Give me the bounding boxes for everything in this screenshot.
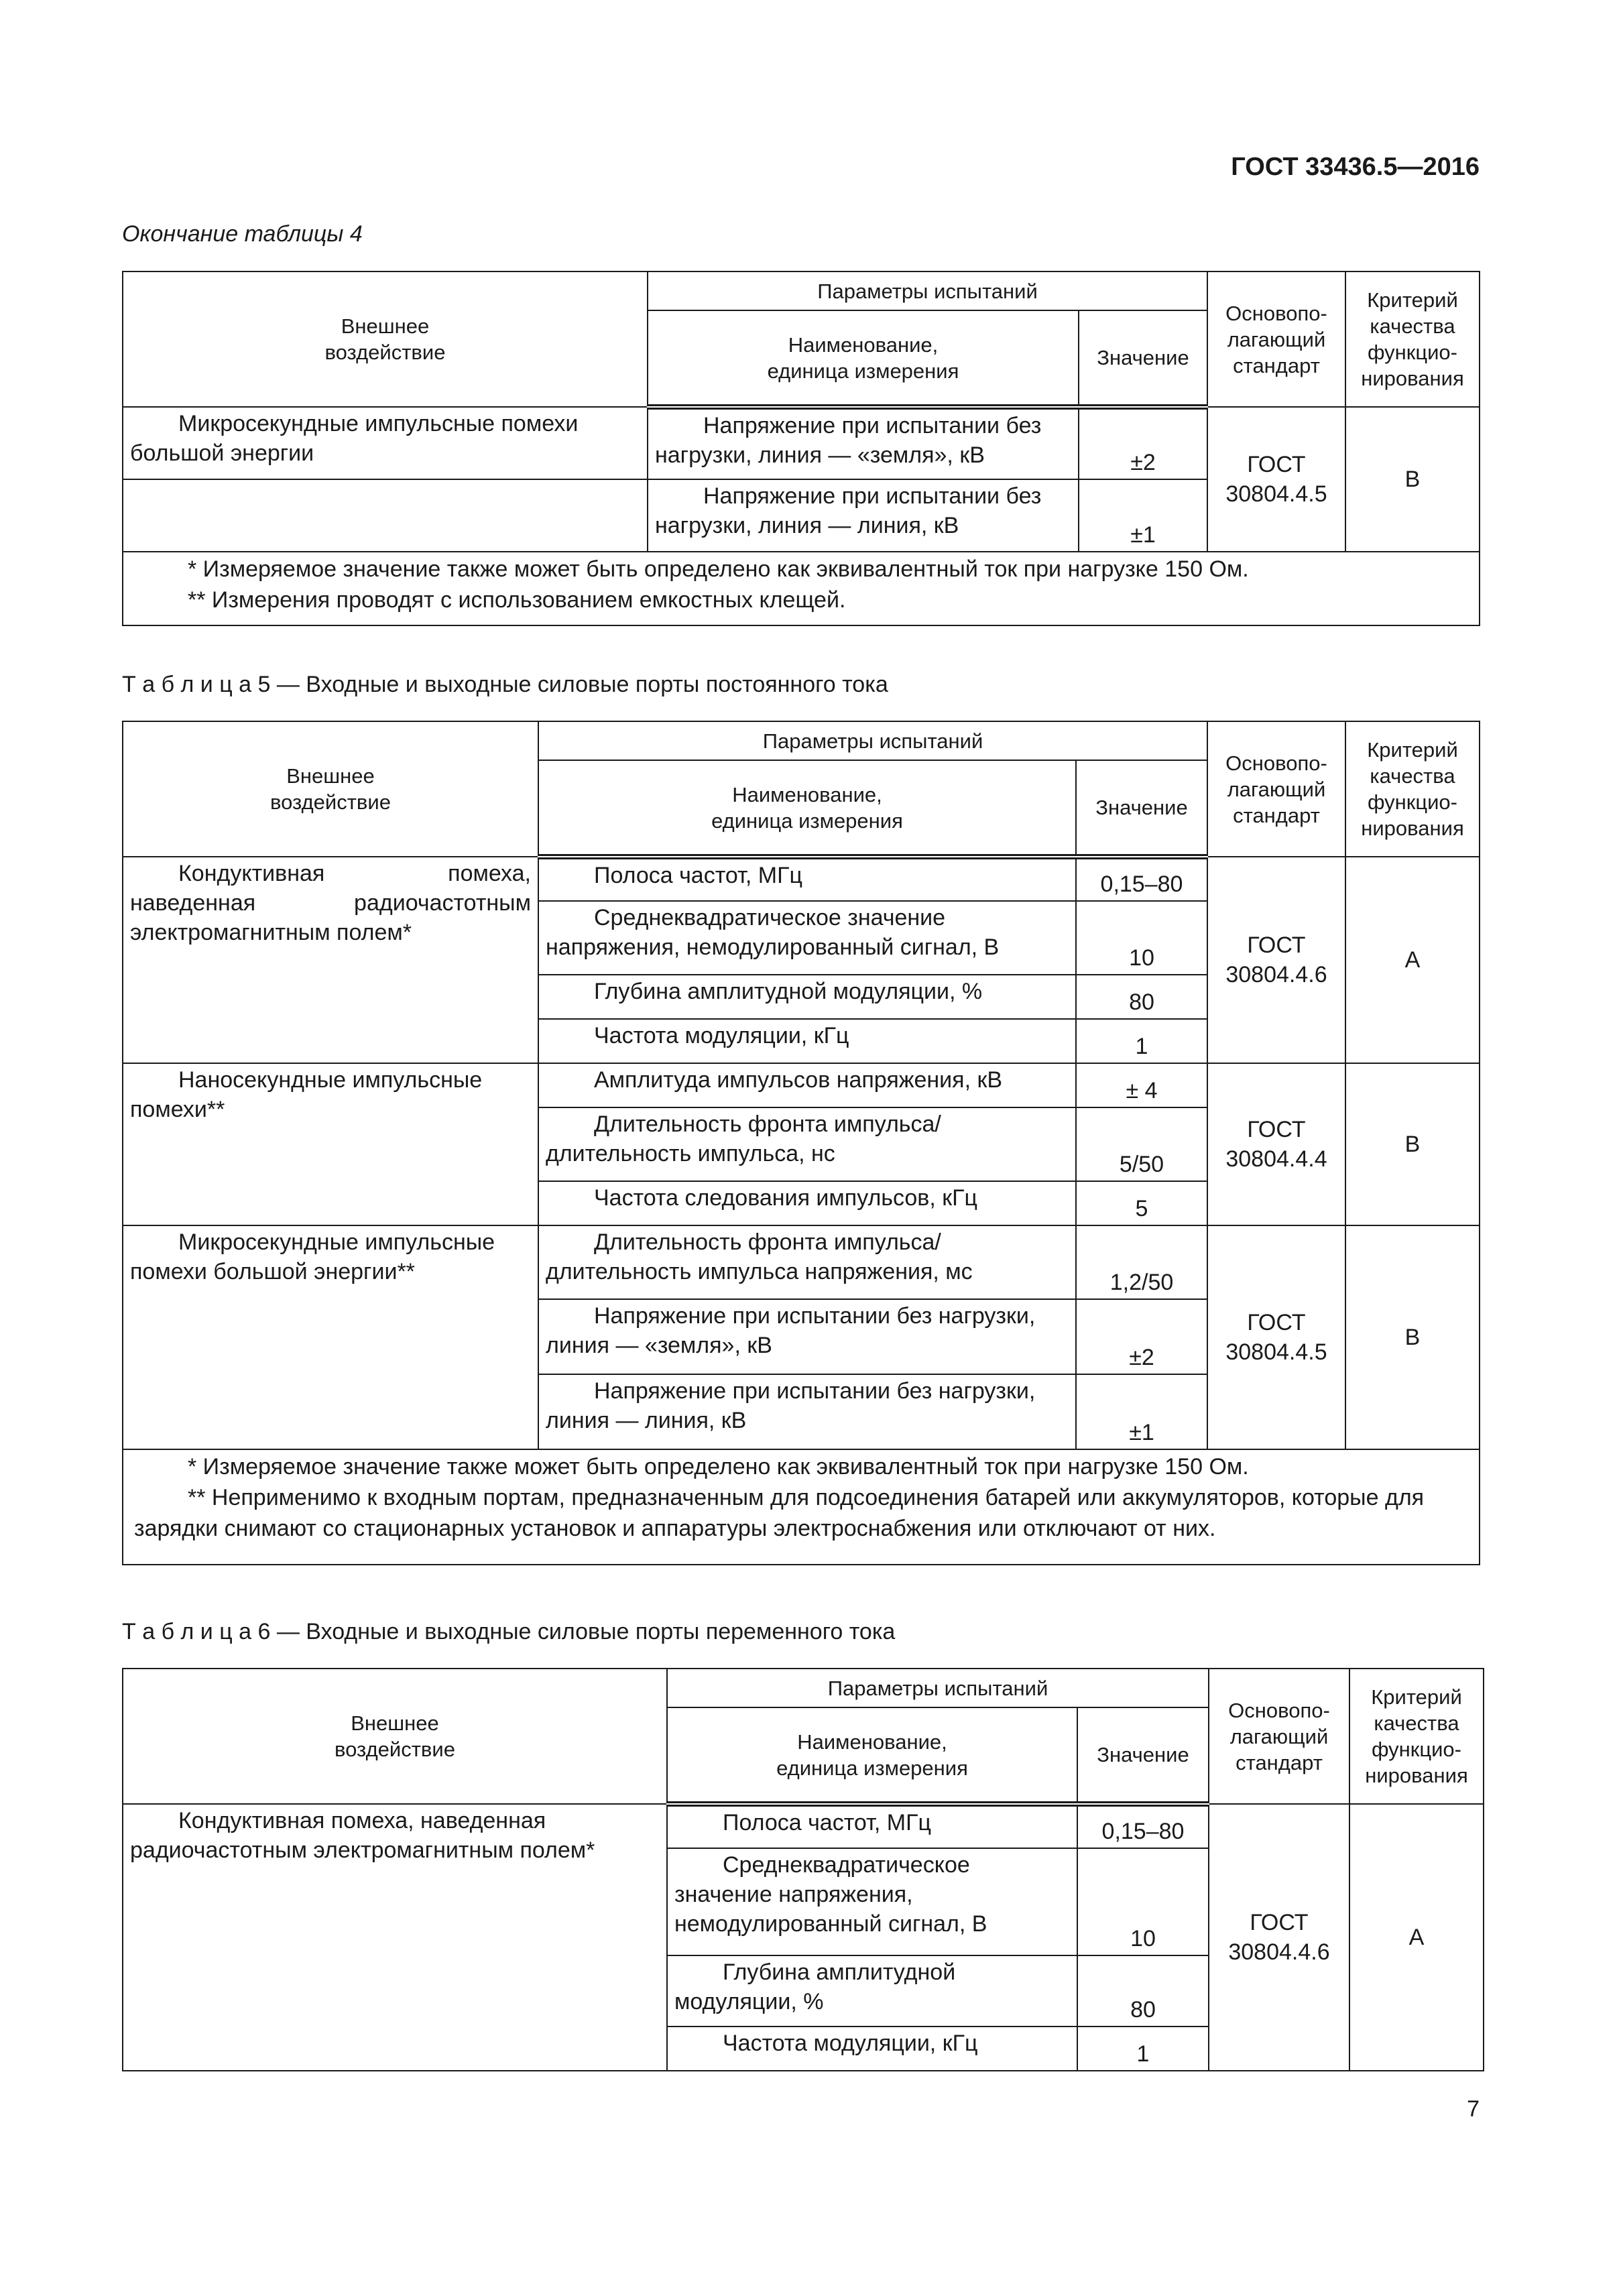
- row-external-empty: [123, 479, 648, 552]
- param-name: Частота модуляции, кГц: [667, 2027, 1077, 2071]
- base-standard: ГОСТ 30804.4.6: [1209, 1804, 1349, 2071]
- param-value: ±2: [1076, 1299, 1207, 1374]
- table6-caption: Т а б л и ц а 6 — Входные и выходные силовые порты переменного тока: [122, 1619, 896, 1644]
- table-notes: [123, 552, 1480, 625]
- header-name-unit: Наименование, единица измерения: [667, 1707, 1077, 1804]
- group-external: Наносекундные импульсные помехи**: [123, 1063, 538, 1225]
- base-standard: ГОСТ 30804.4.6: [1207, 857, 1345, 1063]
- param-name: Длительность фронта импульса/длительность импульса напряжения, мс: [538, 1225, 1076, 1299]
- param-name: Полоса частот, МГц: [538, 857, 1076, 901]
- criterion: B: [1345, 1225, 1480, 1449]
- param-value: 5/50: [1076, 1107, 1207, 1181]
- param-value: 5: [1076, 1181, 1207, 1225]
- table-notes: [123, 1449, 1480, 1565]
- criterion: B: [1345, 1063, 1480, 1225]
- header-criterion: Критерий качества функцио- нирования: [1349, 1669, 1484, 1804]
- note-2: ** Неприменимо к входным портам, предназначенным для подсоединения батарей или аккумуляторов, которые для зарядки снимают со стационарных установок и аппаратуры электроснабжения или отключают от них.: [134, 1485, 1425, 1541]
- table6: [122, 1668, 1484, 2071]
- param-value: ±1: [1079, 479, 1207, 552]
- header-base-standard: Основопо- лагающий стандарт: [1209, 1669, 1349, 1804]
- param-value: 1: [1077, 2027, 1209, 2071]
- base-standard: ГОСТ 30804.4.5: [1207, 407, 1345, 552]
- note-1: * Измеряемое значение также может быть определено как эквивалентный ток при нагрузке 150 Ом.: [188, 556, 1249, 582]
- table4-end: [122, 271, 1480, 626]
- row-external: Кондуктивная помеха, наведенная радиочастотным электромагнитным полем*: [123, 1804, 667, 2071]
- param-value: ±2: [1079, 407, 1207, 479]
- group-external: Кондуктивная помеха, наведенная радиочастотным электромагнитным полем*: [123, 857, 538, 1063]
- param-value: 1,2/50: [1076, 1225, 1207, 1299]
- table5: [122, 721, 1480, 1565]
- param-name: Среднеквадратическое значение напряжения, немодулированный сигнал, В: [667, 1848, 1077, 1955]
- table4-caption: Окончание таблицы 4: [122, 221, 363, 247]
- param-value: 10: [1077, 1848, 1209, 1955]
- header-criterion: Критерий качества функцио- нирования: [1345, 271, 1480, 407]
- table5-caption: Т а б л и ц а 5 — Входные и выходные силовые порты постоянного тока: [122, 672, 888, 697]
- param-name: Глубина амплитудной модуляции, %: [667, 1955, 1077, 2027]
- param-name: Амплитуда импульсов напряжения, кВ: [538, 1063, 1076, 1107]
- base-standard: ГОСТ 30804.4.5: [1207, 1225, 1345, 1449]
- param-value: 80: [1077, 1955, 1209, 2027]
- header-name-unit: Наименование, единица измерения: [648, 310, 1079, 407]
- param-name: Частота модуляции, кГц: [538, 1019, 1076, 1063]
- header-base-standard: Основопо- лагающий стандарт: [1207, 271, 1345, 407]
- row-external: Микросекундные импульсные помехи большой энергии: [123, 407, 648, 479]
- param-name: Полоса частот, МГц: [667, 1804, 1077, 1848]
- note-1: * Измеряемое значение также может быть определено как эквивалентный ток при нагрузке 150 Ом.: [188, 1454, 1249, 1479]
- param-name: Напряжение при испытании без нагрузки, линия — «земля», кВ: [648, 407, 1079, 479]
- header-name-unit: Наименование, единица измерения: [538, 760, 1076, 857]
- header-params: Параметры испытаний: [538, 721, 1207, 760]
- criterion: A: [1345, 857, 1480, 1063]
- param-name: Длительность фронта импульса/длительность импульса, нс: [538, 1107, 1076, 1181]
- param-name: Глубина амплитудной модуляции, %: [538, 975, 1076, 1019]
- header-params: Параметры испытаний: [648, 271, 1207, 310]
- base-standard: ГОСТ 30804.4.4: [1207, 1063, 1345, 1225]
- header-criterion: Критерий качества функцио- нирования: [1345, 721, 1480, 857]
- param-value: 80: [1076, 975, 1207, 1019]
- header-base-standard: Основопо- лагающий стандарт: [1207, 721, 1345, 857]
- param-value: ±1: [1076, 1374, 1207, 1449]
- param-name: Среднеквадратическое значение напряжения, немодулированный сигнал, В: [538, 901, 1076, 975]
- criterion: B: [1345, 407, 1480, 552]
- param-value: ± 4: [1076, 1063, 1207, 1107]
- param-name: Напряжение при испытании без нагрузки, линия — линия, кВ: [538, 1374, 1076, 1449]
- param-value: 1: [1076, 1019, 1207, 1063]
- header-value: Значение: [1076, 760, 1207, 857]
- header-external: Внешнее воздействие: [123, 1669, 667, 1804]
- note-2: ** Измерения проводят с использованием емкостных клещей.: [188, 587, 846, 613]
- header-value: Значение: [1079, 310, 1207, 407]
- param-value: 0,15–80: [1077, 1804, 1209, 1848]
- header-external: Внешнее воздействие: [123, 721, 538, 857]
- param-value: 10: [1076, 901, 1207, 975]
- param-name: Напряжение при испытании без нагрузки, линия — линия, кВ: [648, 479, 1079, 552]
- param-name: Напряжение при испытании без нагрузки, линия — «земля», кВ: [538, 1299, 1076, 1374]
- header-external: Внешнее воздействие: [123, 271, 648, 407]
- param-name: Частота следования импульсов, кГц: [538, 1181, 1076, 1225]
- header-value: Значение: [1077, 1707, 1209, 1804]
- page-number: 7: [1467, 2096, 1480, 2122]
- header-params: Параметры испытаний: [667, 1669, 1209, 1707]
- param-value: 0,15–80: [1076, 857, 1207, 901]
- standard-code: ГОСТ 33436.5—2016: [1231, 153, 1480, 181]
- criterion: A: [1349, 1804, 1484, 2071]
- group-external: Микросекундные импульсные помехи большой энергии**: [123, 1225, 538, 1449]
